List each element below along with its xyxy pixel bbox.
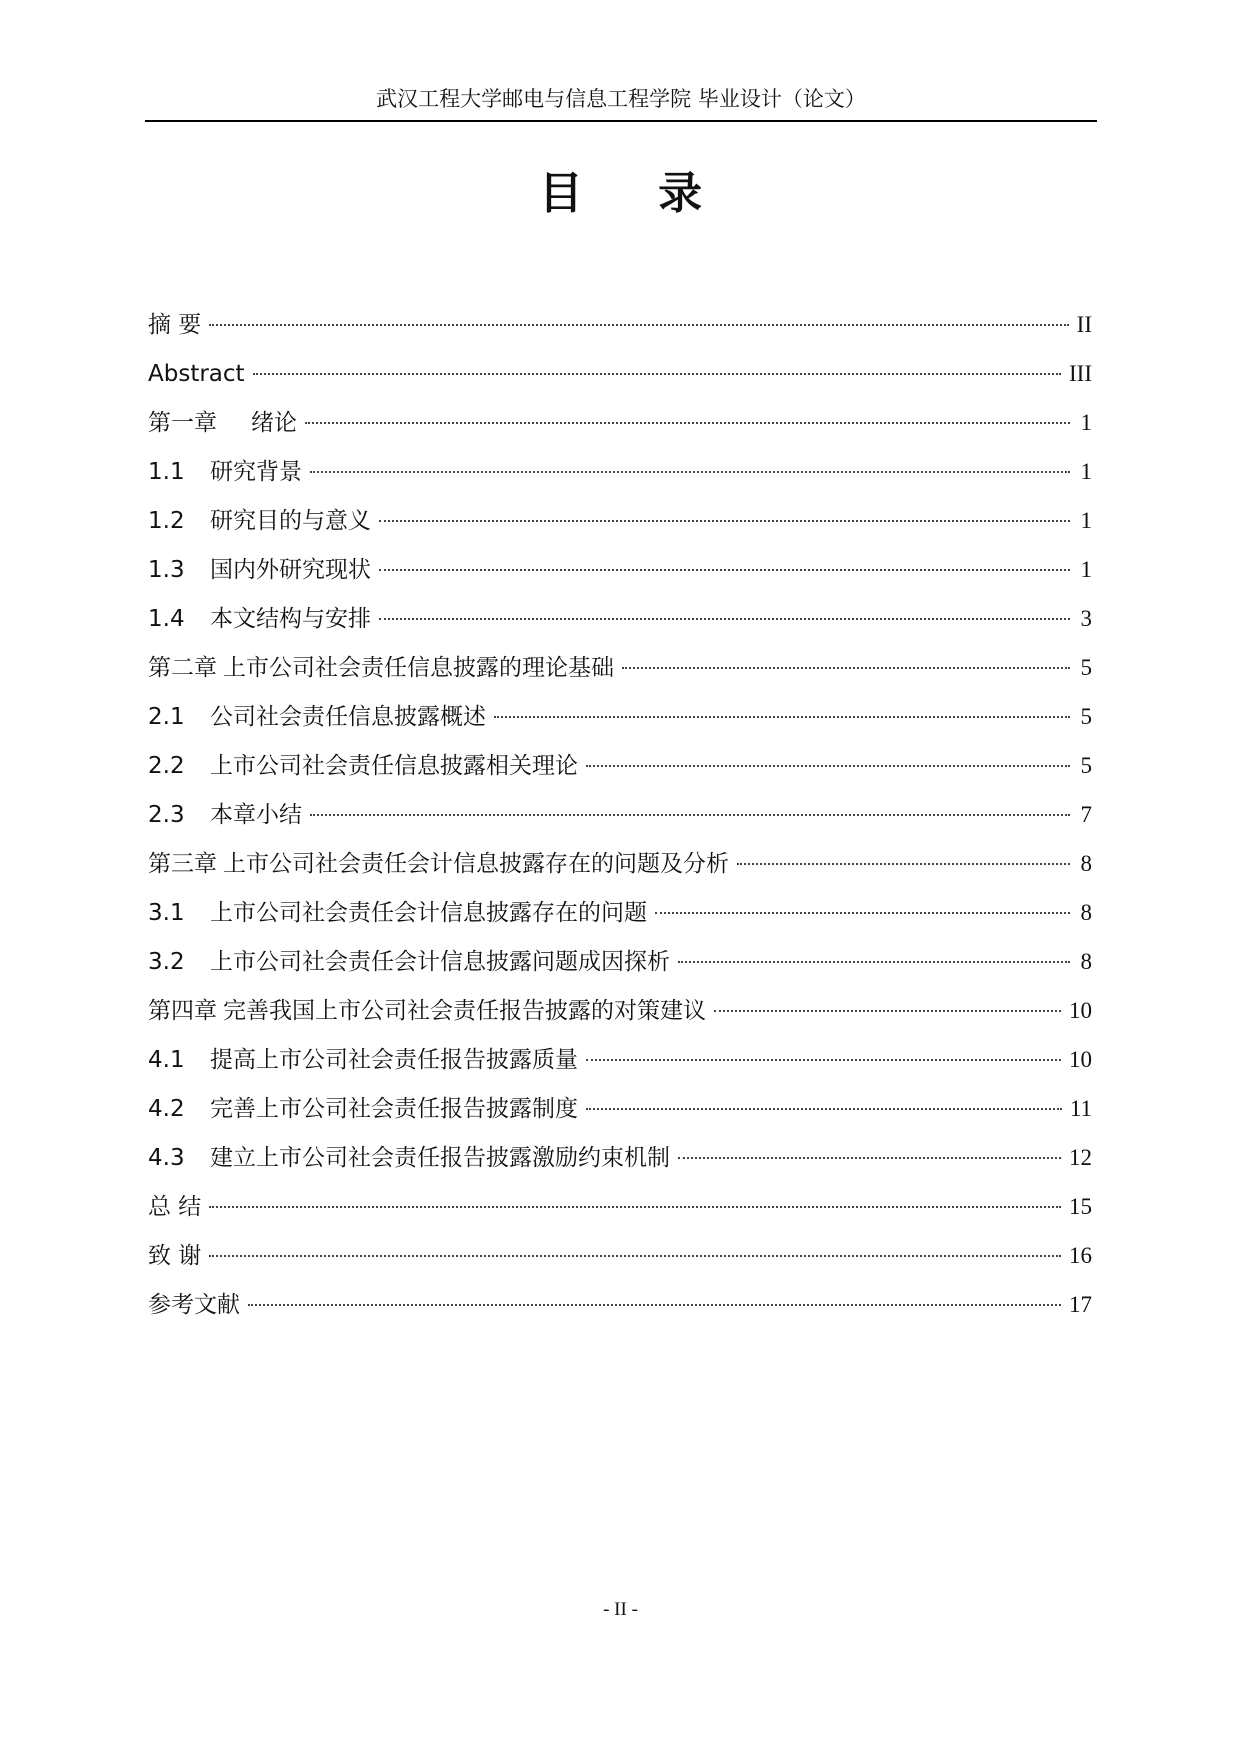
dot-leader xyxy=(305,422,1070,424)
page-footer xyxy=(0,1598,1241,1622)
toc-entry-page: 1 xyxy=(1080,557,1092,582)
dot-leader xyxy=(253,373,1061,375)
toc-entry-page: III xyxy=(1069,361,1092,386)
page-header xyxy=(145,84,1097,122)
toc-entry[interactable] xyxy=(148,986,1092,1035)
toc-entry-text: 上市公司社会责任会计信息披露问题成因探析 xyxy=(210,949,670,975)
toc-entry-text: 绪论 xyxy=(251,410,297,436)
toc-entry-page: 10 xyxy=(1069,1047,1092,1072)
toc-entry[interactable] xyxy=(148,692,1092,741)
toc-entry-number: 4.2 xyxy=(148,1096,185,1122)
toc-entry-text: Abstract xyxy=(148,361,245,387)
toc-entry-text: 致 谢 xyxy=(148,1243,202,1269)
toc-entry-number: 2.3 xyxy=(148,802,185,828)
dot-leader xyxy=(310,471,1070,473)
toc-entry-page: 1 xyxy=(1080,459,1092,484)
toc-entry-number: 2.2 xyxy=(148,753,185,779)
dot-leader xyxy=(209,1255,1061,1257)
toc-entry-number: 1.1 xyxy=(148,459,185,485)
toc-entry[interactable] xyxy=(148,496,1092,545)
toc-entry-text: 本章小结 xyxy=(210,802,302,828)
dot-leader xyxy=(678,961,1070,963)
toc-entry-text: 建立上市公司社会责任报告披露激励约束机制 xyxy=(210,1145,670,1171)
toc-entry-number: 第四章 xyxy=(148,998,217,1024)
toc-entry-text: 本文结构与安排 xyxy=(210,606,371,632)
toc-entry[interactable] xyxy=(148,1182,1092,1231)
toc-entry-page: 17 xyxy=(1069,1292,1092,1317)
toc-entry[interactable] xyxy=(148,300,1092,349)
toc-entry-number: 第一章 xyxy=(148,410,217,436)
toc-entry[interactable] xyxy=(148,349,1092,398)
toc-entry-number: 3.2 xyxy=(148,949,185,975)
toc-entry-page: 5 xyxy=(1080,655,1092,680)
toc-entry-text: 研究目的与意义 xyxy=(210,508,371,534)
dot-leader xyxy=(737,863,1070,865)
toc-entry-number: 3.1 xyxy=(148,900,185,926)
toc-entry-page: 15 xyxy=(1069,1194,1092,1219)
toc-entry[interactable] xyxy=(148,937,1092,986)
dot-leader xyxy=(586,1108,1062,1110)
toc-entry[interactable] xyxy=(148,790,1092,839)
toc-entry-text: 公司社会责任信息披露概述 xyxy=(210,704,486,730)
toc-entry[interactable] xyxy=(148,741,1092,790)
dot-leader xyxy=(586,765,1070,767)
toc-entry-page: 11 xyxy=(1069,1096,1092,1121)
toc-entry-page: 16 xyxy=(1069,1243,1092,1268)
toc-list xyxy=(148,300,1092,1329)
toc-entry-text: 参考文献 xyxy=(148,1292,240,1318)
toc-entry-page: 8 xyxy=(1080,851,1092,876)
dot-leader xyxy=(494,716,1070,718)
toc-entry[interactable] xyxy=(148,1133,1092,1182)
toc-entry-page: 5 xyxy=(1080,704,1092,729)
dot-leader xyxy=(209,324,1068,326)
toc-entry-page: 10 xyxy=(1069,998,1092,1023)
toc-entry[interactable] xyxy=(148,643,1092,692)
toc-entry-page: 8 xyxy=(1080,949,1092,974)
toc-entry-text: 上市公司社会责任会计信息披露存在的问题及分析 xyxy=(223,851,729,877)
toc-entry-number: 1.3 xyxy=(148,557,185,583)
toc-entry-page: II xyxy=(1076,312,1092,337)
toc-entry-text: 完善上市公司社会责任报告披露制度 xyxy=(210,1096,578,1122)
toc-entry[interactable] xyxy=(148,398,1092,447)
dot-leader xyxy=(310,814,1070,816)
dot-leader xyxy=(379,618,1070,620)
dot-leader xyxy=(678,1157,1061,1159)
dot-leader xyxy=(622,667,1070,669)
toc-entry-number: 第二章 xyxy=(148,655,217,681)
dot-leader xyxy=(655,912,1070,914)
dot-leader xyxy=(248,1304,1061,1306)
toc-entry-text: 提高上市公司社会责任报告披露质量 xyxy=(210,1047,578,1073)
toc-entry[interactable] xyxy=(148,594,1092,643)
toc-entry-page: 1 xyxy=(1080,508,1092,533)
toc-entry-page: 8 xyxy=(1080,900,1092,925)
toc-entry-page: 3 xyxy=(1080,606,1092,631)
header-text: 武汉工程大学邮电与信息工程学院 毕业设计（论文） xyxy=(376,87,866,111)
toc-entry-text: 上市公司社会责任信息披露的理论基础 xyxy=(223,655,614,681)
toc-entry[interactable] xyxy=(148,447,1092,496)
toc-entry-page: 5 xyxy=(1080,753,1092,778)
toc-entry-number: 1.2 xyxy=(148,508,185,534)
toc-entry-text: 总 结 xyxy=(148,1194,202,1220)
toc-entry-text: 国内外研究现状 xyxy=(210,557,371,583)
toc-entry-text: 上市公司社会责任会计信息披露存在的问题 xyxy=(210,900,647,926)
toc-entry[interactable] xyxy=(148,545,1092,594)
toc-entry-text: 完善我国上市公司社会责任报告披露的对策建议 xyxy=(223,998,706,1024)
toc-entry-number: 4.3 xyxy=(148,1145,185,1171)
page-number: - II - xyxy=(603,1599,638,1620)
toc-entry[interactable] xyxy=(148,1035,1092,1084)
dot-leader xyxy=(209,1206,1061,1208)
toc-entry-number: 第三章 xyxy=(148,851,217,877)
dot-leader xyxy=(379,569,1070,571)
toc-entry[interactable] xyxy=(148,1231,1092,1280)
toc-entry-text: 上市公司社会责任信息披露相关理论 xyxy=(210,753,578,779)
toc-entry[interactable] xyxy=(148,1280,1092,1329)
dot-leader xyxy=(379,520,1070,522)
toc-entry-number: 2.1 xyxy=(148,704,185,730)
toc-entry-text: 研究背景 xyxy=(210,459,302,485)
toc-entry-page: 7 xyxy=(1080,802,1092,827)
toc-entry-number: 1.4 xyxy=(148,606,185,632)
toc-entry-page: 1 xyxy=(1080,410,1092,435)
toc-entry[interactable] xyxy=(148,888,1092,937)
dot-leader xyxy=(714,1010,1061,1012)
toc-entry-text: 摘 要 xyxy=(148,312,202,338)
toc-entry[interactable] xyxy=(148,1084,1092,1133)
toc-entry-number: 4.1 xyxy=(148,1047,185,1073)
toc-entry[interactable] xyxy=(148,839,1092,888)
toc-title: 目 录 xyxy=(538,168,733,219)
toc-entry-page: 12 xyxy=(1069,1145,1092,1170)
dot-leader xyxy=(586,1059,1061,1061)
